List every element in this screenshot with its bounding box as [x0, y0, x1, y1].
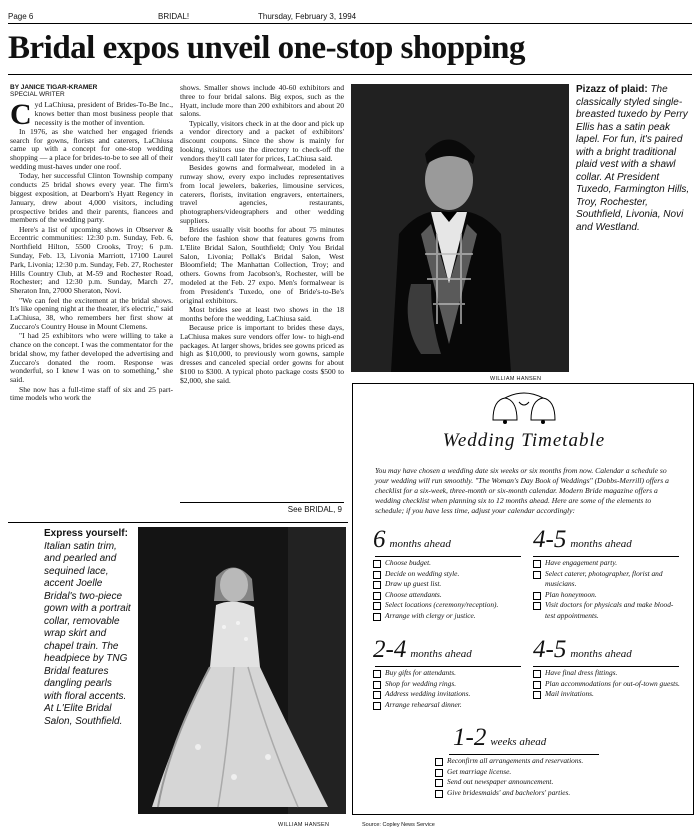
timetable-section-4-5-months-final — [533, 636, 683, 700]
headline: Bridal expos unveil one-stop shopping — [8, 30, 525, 66]
checklist-item: Address wedding invitations. — [373, 689, 523, 700]
checklist-item: Get marriage license. — [435, 767, 645, 778]
paragraph: Typically, visitors check in at the door and pick up a vendor directory and a packet of exhibitors' discount coupons. Since the show is mainly for looking, visitors use the directory to check-off the vendors they'll call later for prices, LaChiusa said. — [180, 118, 344, 163]
gown-caption — [44, 528, 132, 728]
section-number: 4-5 — [533, 636, 567, 663]
wedding-timetable — [352, 383, 694, 815]
section-label: months ahead — [570, 648, 632, 660]
paragraph: Here's a list of upcoming shows in Observer & Eccentric communities: 12:30 p.m. Sunday, Feb. 6, Northfield Hilton, 5500 Crooks, Troy; 6 p.m. Sunday, Feb. 13, Livonia Marriott, 17100 Laurel Park, Livonia; 12:30 p.m. Sunday, Feb. 27, Rochester Hills Country Club, at M-59 and Rochester Road, Rochester; and 12:30 p.m. Sunday, March 27, Sheraton Inn, 27000 Sheraton, Novi. — [10, 224, 173, 296]
timetable-section-2-4-months — [373, 636, 523, 710]
gown-photo — [138, 527, 346, 814]
page-number: Page 6 — [8, 12, 34, 21]
timetable-section-6-months — [373, 526, 523, 622]
paragraph: yd LaChiusa, president of Brides-To-Be Inc., knows better than most business people that necessity is the mother of invention. — [34, 101, 173, 127]
section-underline — [375, 666, 521, 667]
checklist-item: Select caterer, photographer, florist and musicians. — [533, 569, 683, 590]
photo-credit: WILLIAM HANSEN — [278, 822, 330, 828]
section-label: months ahead — [570, 538, 632, 550]
paragraph: "I had 25 exhibitors who were willing to take a chance on the concept. I was the commentator for the bridal show, my father developed the advertising and Zuccaro's donated the room. Response was wonderful, so I knew I was on to something," she said. — [10, 331, 173, 385]
section-underline — [449, 754, 599, 755]
section-name: BRIDAL! — [158, 12, 190, 21]
checklist-item: Send out newspaper announcement. — [435, 777, 645, 788]
checklist-item: Choose attendants. — [373, 590, 523, 601]
paragraph: Because price is important to brides these days, LaChiusa makes sure vendors offer low- to high-end packages. At larger shows, brides see gowns priced as high as $10,000, to previously worn gowns, sample dresses and canceled special order gowns for about $100 to $300. A typical photo package costs $500 to $2,000, she said. — [180, 323, 344, 385]
section-divider — [8, 522, 348, 523]
source-note: Source: Copley News Service — [362, 822, 435, 828]
page-header — [8, 10, 692, 24]
tuxedo-illustration — [351, 84, 569, 372]
section-number: 6 — [373, 526, 386, 553]
checklist-item: Buy gifts for attendants. — [373, 668, 523, 679]
paragraph: shows. Smaller shows include 40-60 exhibitors and three to four bridal salons. Big expos, such as the Hyatt, include more than 200 exhibitors and about 20 salons. — [180, 84, 344, 119]
checklist-item: Shop for wedding rings. — [373, 679, 523, 690]
continuation-rule — [180, 502, 344, 503]
section-number: 4-5 — [533, 526, 567, 553]
issue-date: Thursday, February 3, 1994 — [258, 12, 357, 21]
timetable-title: Wedding Timetable — [442, 430, 606, 451]
checklist-item: Have final dress fittings. — [533, 668, 683, 679]
section-number: 1-2 — [453, 724, 487, 751]
checklist-item: Plan accommodations for out-of-town guests. — [533, 679, 683, 690]
checklist-item: Draw up guest list. — [373, 579, 523, 590]
wedding-bells-icon — [479, 392, 569, 426]
checklist-item: Decide on wedding style. — [373, 569, 523, 580]
section-number: 2-4 — [373, 636, 407, 663]
checklist-item: Give bridesmaids' and bachelors' parties. — [435, 788, 645, 799]
checklist-item: Plan honeymoon. — [533, 590, 683, 601]
article-column-2 — [180, 84, 344, 498]
section-underline — [533, 666, 679, 667]
checklist-item: Visit doctors for physicals and make blood-test appointments. — [533, 600, 683, 621]
section-label: weeks ahead — [490, 736, 547, 748]
paragraph: She now has a full-time staff of six and 25 part-time models who work the — [10, 384, 173, 403]
section-underline — [375, 556, 521, 557]
timetable-section-1-2-weeks — [435, 724, 645, 798]
paragraph: Brides usually visit booths for about 75 minutes before the fashion show that features gowns from L'Elite Bridal Salon, Southfield; Only You Bridal Salon, Livonia; Pollak's Bridal Salon, West Bloomfield; The Manhattan Collection, Troy; and others. Gowns from Jacobson's, Rochester, will be modeled at the Feb. 27 expo. Men's formalwear is from President's Tuxedo, one of Bride's-to-Be's original exhibitors. — [180, 225, 344, 305]
tuxedo-caption — [576, 84, 694, 234]
byline — [10, 84, 97, 98]
photo-credit: WILLIAM HANSEN — [490, 376, 542, 382]
checklist-item: Reconfirm all arrangements and reservations. — [435, 756, 645, 767]
byline-role: SPECIAL WRITER — [10, 91, 65, 98]
byline-author: BY JANICE TIGAR-KRAMER — [10, 84, 98, 91]
checklist-item: Choose budget. — [373, 558, 523, 569]
headline-rule — [8, 74, 692, 75]
caption-lead: Pizazz of plaid: — [576, 84, 648, 95]
continuation-jump: See BRIDAL, 9 — [287, 505, 342, 514]
checklist-item: Arrange rehearsal dinner. — [373, 700, 523, 711]
paragraph: Most brides see at least two shows in the 18 months before the wedding, LaChiusa said. — [180, 304, 344, 323]
checklist-item: Mail invitations. — [533, 689, 683, 700]
checklist-item: Have engagement party. — [533, 558, 683, 569]
section-label: months ahead — [410, 648, 472, 660]
gown-illustration — [138, 527, 346, 814]
drop-cap: C — [10, 101, 32, 131]
checklist-item: Arrange with clergy or justice. — [373, 611, 523, 622]
paragraph: "We can feel the excitement at the bridal shows. It's like opening night at the theater, it's electric," said LaChiusa, 38, who remembers her first show at Zuccaro's Country House in Mount Clemens. — [10, 295, 173, 331]
article-column-1 — [10, 101, 173, 521]
checklist-item: Select locations (ceremony/reception). — [373, 600, 523, 611]
timetable-section-4-5-months — [533, 526, 683, 622]
section-label: months ahead — [389, 538, 451, 550]
tuxedo-photo — [351, 84, 569, 372]
paragraph: Besides gowns and formalwear, modeled in a runway show, every expo includes representatives from local jewelers, bakeries, limousine services, caterers, florists, invitation engravers, entertainers, travel agencies, restaurants, photographers/videographers and other wedding suppliers. — [180, 163, 344, 225]
caption-lead: Express yourself: — [44, 528, 128, 539]
section-underline — [533, 556, 679, 557]
paragraph: In 1976, as she watched her engaged friends search for gowns, florists and caterers, LaChiusa came up with a concept for one-stop wedding shopping — a place for brides-to-be to see all of their wedding must-haves under one roof. — [10, 126, 173, 172]
caption-text: The classically styled single-breasted tuxedo by Perry Ellis has a satin peak lapel. For fun, it's paired with a bright traditional plaid vest with a shawl collar. At President Tuxedo, Farmington Hills, Troy, Rochester, Southfield, Livonia, Novi and Westland. — [576, 84, 690, 233]
timetable-intro: You may have chosen a wedding date six weeks or six months from now. Calendar a schedule so your wedding will run smoothly. "The Woman's Day Book of Weddings" (Dobbs-Merrill) offers a checklist for a six-week, three-month or six-month calendar. Modern Bride magazine offers a wedding checklist when planning six to 12 months ahead. Here are some of the elements to schedule; if you have less time, adjust your calendar accordingly: — [375, 466, 669, 515]
caption-text: Italian satin trim, and pearled and sequined lace, accent Joelle Bridal's two-piece gown with a portrait collar, removable wrap skirt and chapel train. The headpiece by TNG Bridal features dangling pearls with floral accents. At L'Elite Bridal Salon, Southfield. — [44, 540, 131, 727]
paragraph: Today, her successful Clinton Township company conducts 25 bridal shows every year. The firm's biggest exposition, at Dearborn's Hyatt Regency in January, drew about 4,000 visitors, including prospective brides and their parents, fiancees and members of the wedding party. — [10, 171, 173, 225]
